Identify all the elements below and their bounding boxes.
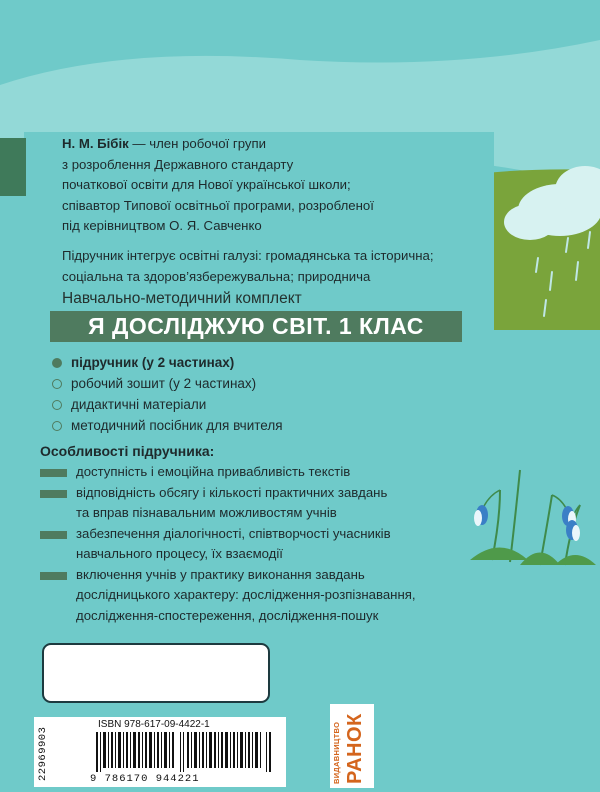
- bar-bullet-icon: [40, 469, 67, 477]
- author-line: співавтор Типової освітньої програми, розробленої: [62, 197, 374, 213]
- component-item: [52, 373, 283, 394]
- author-line: — член робочої групи: [132, 136, 266, 151]
- isbn-text: ISBN 978-617-09-4422-1: [98, 719, 210, 730]
- barcode-digits: 9 786170 944221: [90, 773, 200, 785]
- component-item: [52, 352, 283, 373]
- bar-bullet-icon: [40, 490, 67, 498]
- feature-line: забезпечення діалогічності, співтворчості учасників: [76, 525, 391, 541]
- component-label: робочий зошит (у 2 частинах): [71, 376, 257, 391]
- author-name: Н. М. Бібік: [62, 136, 129, 151]
- feature-line: доступність і емоційна привабливість текстів: [76, 464, 351, 479]
- feature-item: [40, 565, 486, 627]
- side-tab: [0, 138, 26, 196]
- feature-item: [40, 462, 486, 483]
- feature-line: включення учнів у практику виконання завдань: [76, 566, 365, 582]
- kit-title: Навчально-методичний комплект: [62, 290, 302, 307]
- feature-line: дослідницького характеру: дослідження-розпізнавання,: [76, 587, 416, 602]
- kit-components-list: [52, 352, 283, 436]
- side-code: 22969903: [37, 726, 49, 781]
- circle-icon: [52, 379, 62, 389]
- publisher-label-small: ВИДАВНИЦТВО: [332, 721, 341, 784]
- circle-icon: [52, 421, 62, 431]
- feature-line: відповідність обсягу і кількості практичних завдань: [76, 484, 388, 500]
- barcode-image: [96, 732, 276, 772]
- feature-item: [40, 524, 486, 565]
- publisher-label-big: РАНОК: [344, 713, 366, 784]
- integration-line: Підручник інтегрує освітні галузі: громадянська та історична;: [62, 248, 434, 263]
- features-list: [40, 462, 486, 626]
- feature-item: [40, 483, 486, 524]
- circle-icon: [52, 400, 62, 410]
- integration-line: соціальна та здоров’язбережувальна; природнича: [62, 268, 371, 284]
- component-label: дидактичні матеріали: [71, 397, 207, 412]
- barcode-area: [34, 717, 286, 787]
- blank-label-box: [42, 643, 270, 703]
- component-item: [52, 394, 283, 415]
- component-item: [52, 415, 283, 436]
- author-line: з розроблення Державного стандарту: [62, 156, 294, 172]
- feature-line: дослідження-спостереження, дослідження-пошук: [76, 607, 379, 623]
- series-title-banner: Я ДОСЛІДЖУЮ СВІТ. 1 КЛАС: [50, 311, 462, 342]
- features-heading: Особливості підручника:: [40, 443, 215, 459]
- component-label: методичний посібник для вчителя: [71, 418, 283, 433]
- filled-circle-icon: [52, 358, 62, 368]
- component-label: підручник (у 2 частинах): [71, 355, 235, 370]
- feature-line: та вправ пізнавальним можливостям учнів: [76, 505, 337, 520]
- feature-line: навчального процесу, їх взаємодії: [76, 546, 283, 561]
- publisher-logo: [330, 704, 374, 788]
- author-info: [62, 134, 462, 237]
- integration-text: [62, 246, 482, 287]
- author-line: початкової освіти для Нової української школи;: [62, 177, 351, 192]
- author-line: під керівництвом О. Я. Савченко: [62, 218, 262, 233]
- bar-bullet-icon: [40, 572, 67, 580]
- bar-bullet-icon: [40, 531, 67, 539]
